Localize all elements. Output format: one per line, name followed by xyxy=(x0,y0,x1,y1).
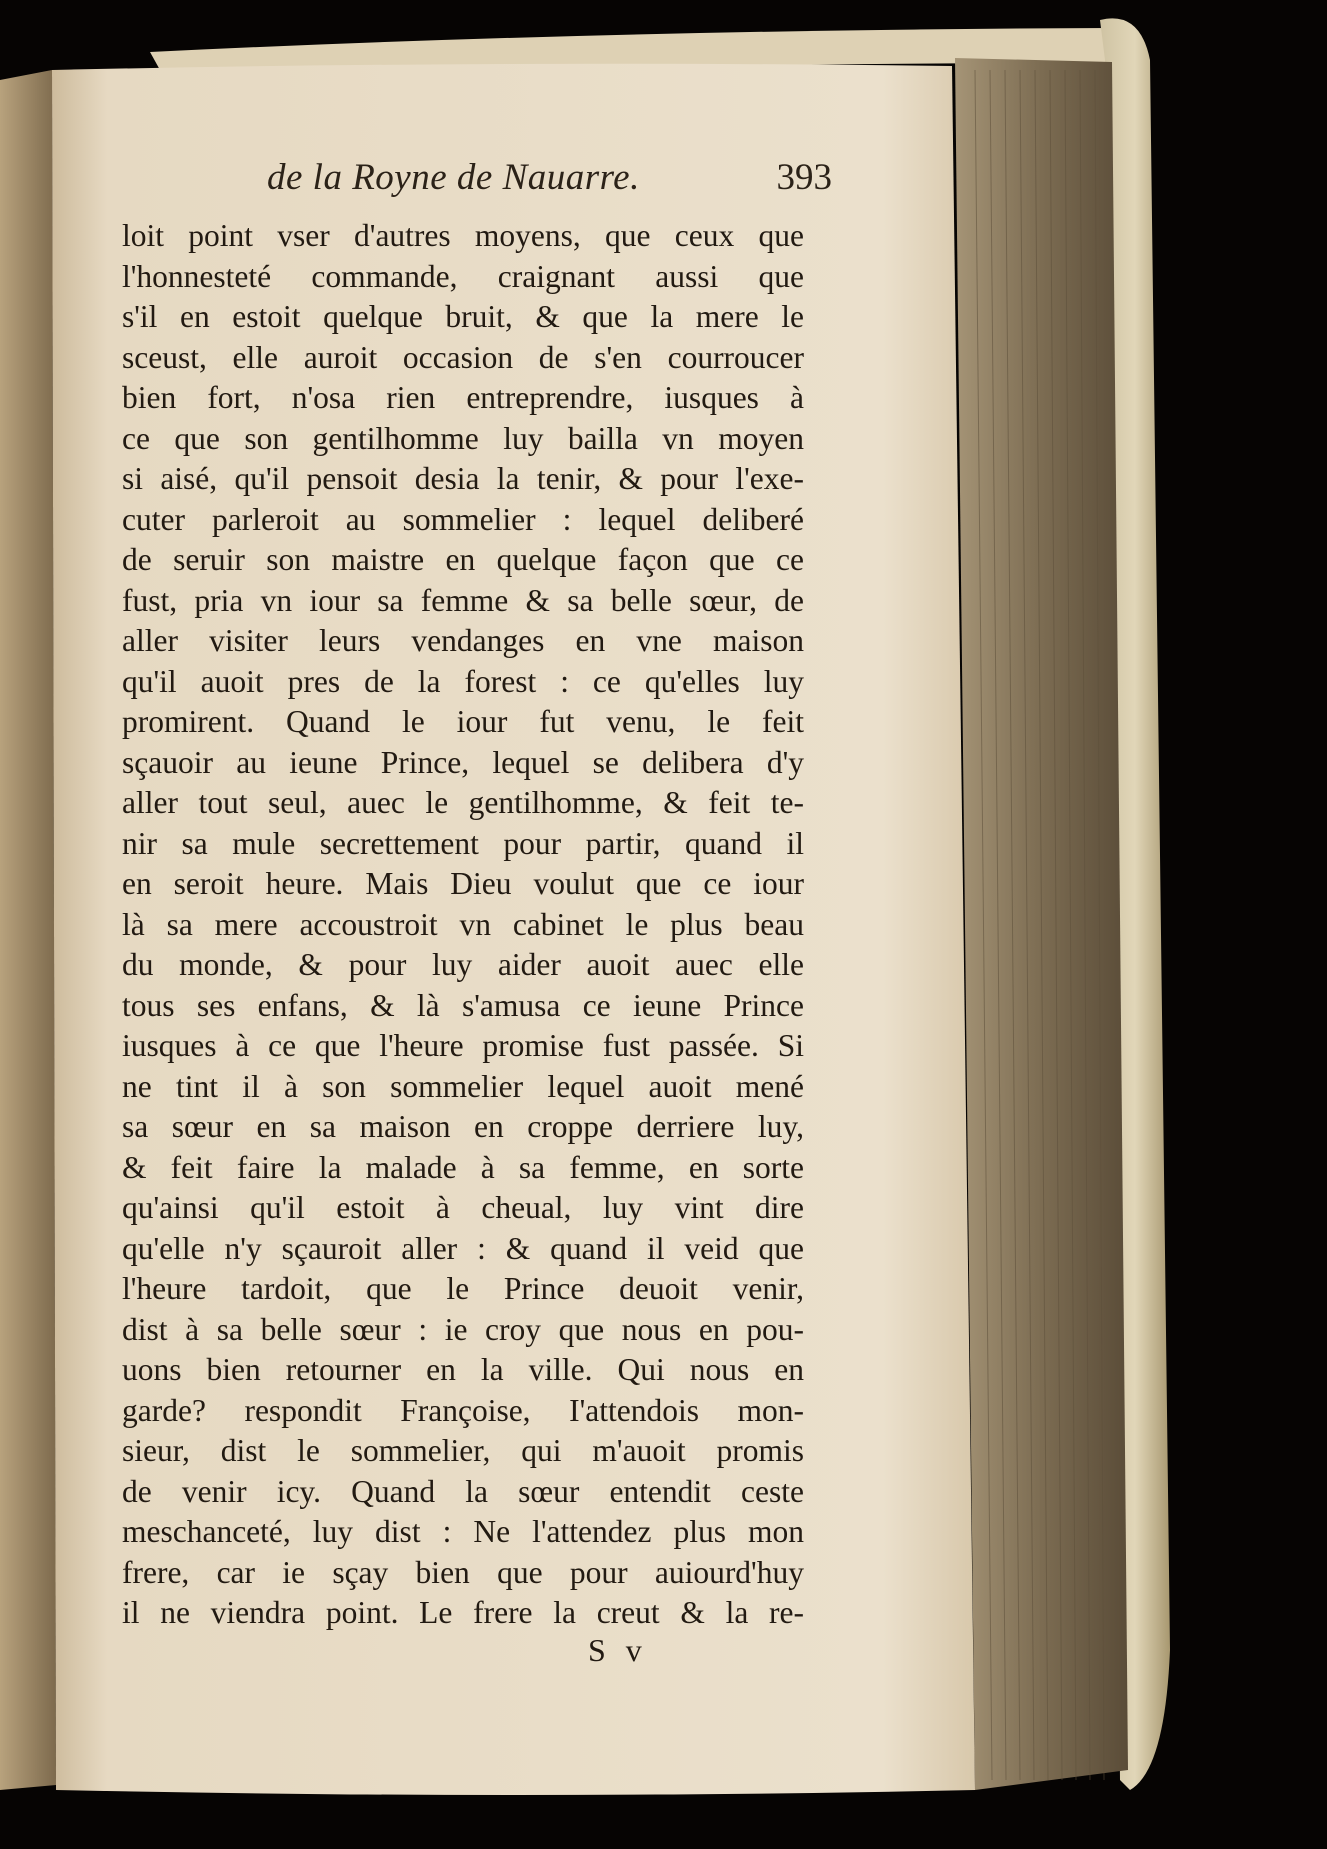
text-line: qu'ainsi qu'il estoit à cheual, luy vint dire xyxy=(122,1190,804,1225)
text-line: tous ses enfans, & là s'amusa ce ieune Prince xyxy=(122,987,804,1023)
text-line: meschanceté, luy dist : Ne l'attendez plus mon xyxy=(122,1514,804,1549)
text-line: il ne viendra point. Le frere la creut & la re- xyxy=(122,1595,804,1630)
text-line: de seruir son maistre en quelque façon que ce xyxy=(122,542,804,577)
signature-mark: S v xyxy=(588,1632,648,1668)
text-line: ce que son gentilhomme luy bailla vn moyen xyxy=(122,420,804,456)
text-line: si aisé, qu'il pensoit desia la tenir, & pour l'exe- xyxy=(122,461,804,496)
text-line: iusques à ce que l'heure promise fust passée. Si xyxy=(122,1028,804,1063)
text-line: cuter parleroit au sommelier : lequel deliberé xyxy=(122,501,804,537)
text-line: du monde, & pour luy aider auoit auec elle xyxy=(122,947,804,982)
text-line: ne tint il à son sommelier lequel auoit mené xyxy=(122,1068,804,1104)
text-line: l'heure tardoit, que le Prince deuoit venir, xyxy=(122,1271,804,1306)
text-line: sceust, elle auroit occasion de s'en courroucer xyxy=(122,339,804,375)
text-line: sieur, dist le sommelier, qui m'auoit promis xyxy=(122,1433,804,1468)
text-line: promirent. Quand le iour fut venu, le feit xyxy=(122,704,804,739)
text-line: bien fort, n'osa rien entreprendre, iusques à xyxy=(122,380,804,415)
text-line: aller visiter leurs vendanges en vne maison xyxy=(122,623,804,658)
text-line: qu'elle n'y sçauroit aller : & quand il veid que xyxy=(122,1230,804,1266)
text-line: nir sa mule secrettement pour partir, quand il xyxy=(122,825,804,861)
text-line: & feit faire la malade à sa femme, en sorte xyxy=(122,1149,804,1185)
page-header xyxy=(122,156,832,216)
body-text xyxy=(122,216,812,1634)
text-line: loit point vser d'autres moyens, que ceux que xyxy=(122,218,804,253)
text-line: fust, pria vn iour sa femme & sa belle sœur, de xyxy=(122,582,804,618)
text-line: aller tout seul, auec le gentilhomme, & feit te- xyxy=(122,785,804,820)
text-line: dist à sa belle sœur : ie croy que nous en pou- xyxy=(122,1311,804,1347)
text-line: s'il en estoit quelque bruit, & que la mere le xyxy=(122,299,804,334)
text-line: de venir icy. Quand la sœur entendit ceste xyxy=(122,1473,804,1509)
page-text-area xyxy=(122,156,832,1634)
text-line: frere, car ie sçay bien que pour auiourd'huy xyxy=(122,1554,804,1590)
text-line: en seroit heure. Mais Dieu voulut que ce iour xyxy=(122,866,804,901)
text-line: uons bien retourner en la ville. Qui nous en xyxy=(122,1352,804,1387)
text-line: là sa mere accoustroit vn cabinet le plus beau xyxy=(122,906,804,942)
text-line: l'honnesteté commande, craignant aussi que xyxy=(122,258,804,294)
running-head: de la Royne de Nauarre. xyxy=(267,157,640,198)
text-line: garde? respondit Françoise, I'attendois mon- xyxy=(122,1392,804,1428)
page-number: 393 xyxy=(776,157,832,198)
text-line: sa sœur en sa maison en croppe derriere luy, xyxy=(122,1109,804,1144)
text-line: qu'il auoit pres de la forest : ce qu'elles luy xyxy=(122,663,804,699)
text-line: sçauoir au ieune Prince, lequel se delibera d'y xyxy=(122,744,804,780)
